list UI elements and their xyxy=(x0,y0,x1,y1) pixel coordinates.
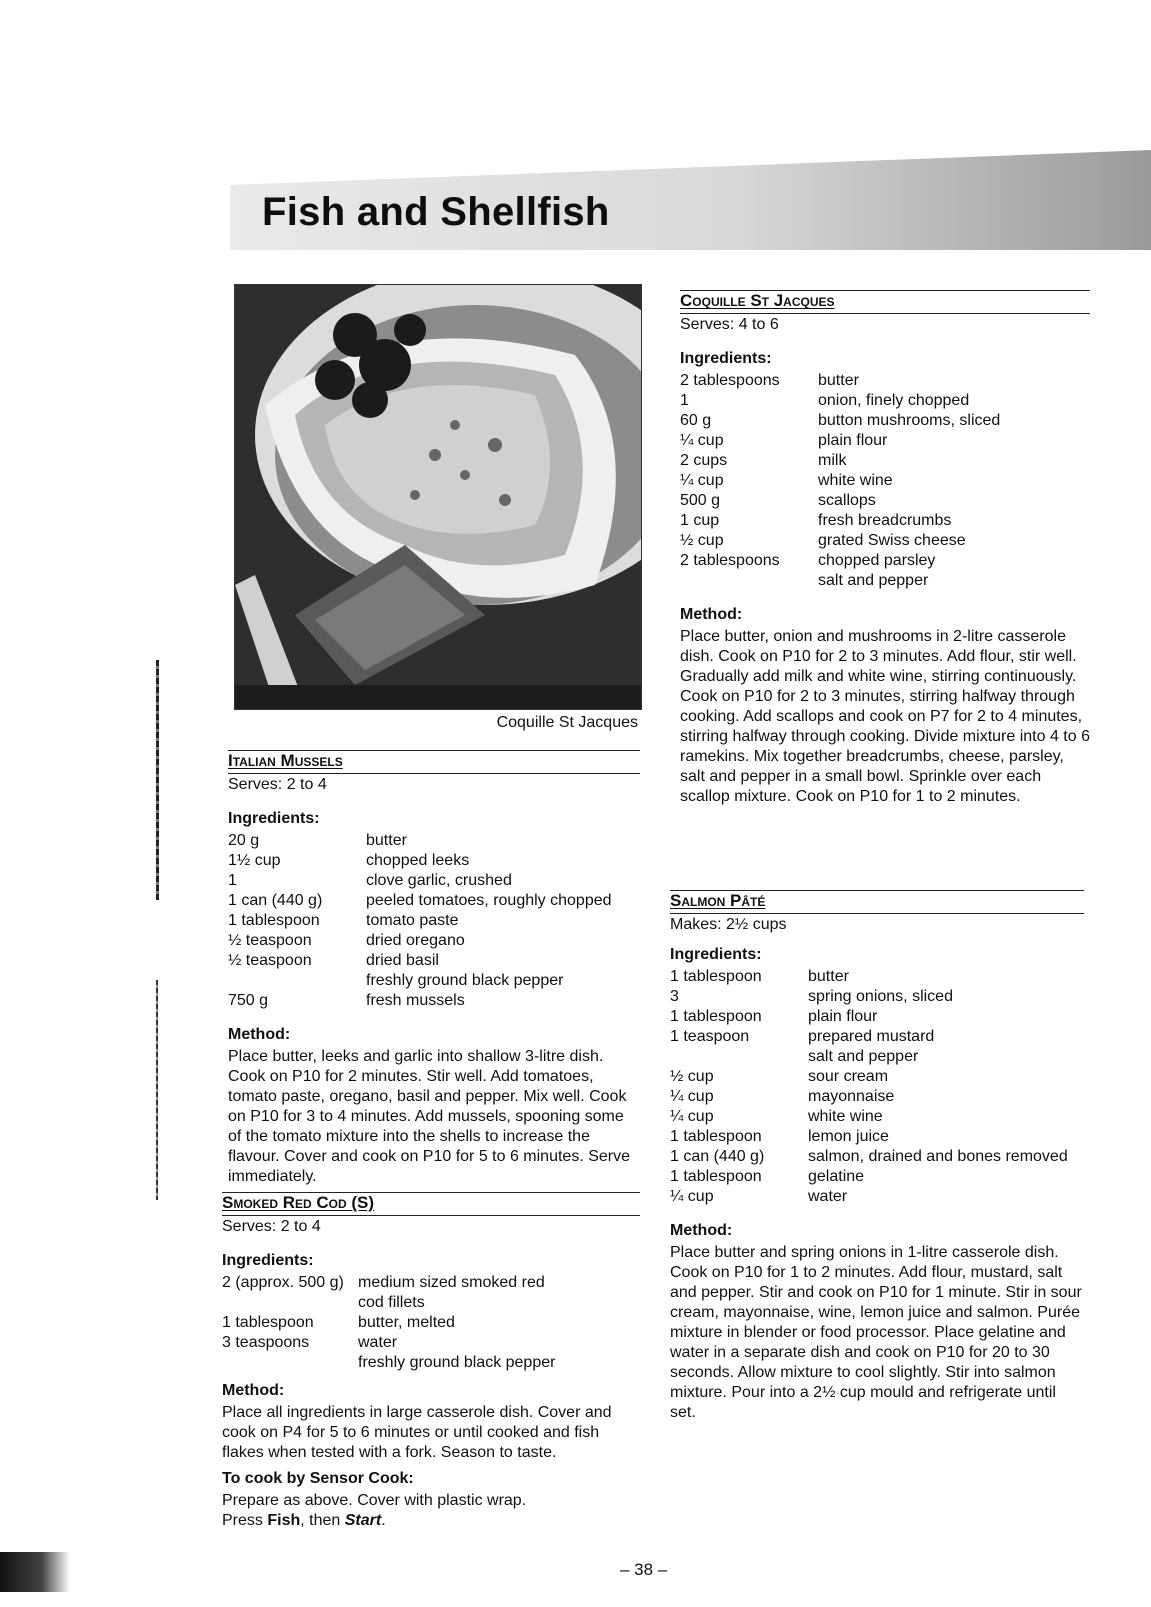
recipe-serves: Makes: 2½ cups xyxy=(670,913,1084,935)
ingredient-item: white wine xyxy=(818,472,893,489)
ingredient-item: peeled tomatoes, roughly chopped xyxy=(366,892,612,909)
ingredient-row xyxy=(228,891,612,911)
scan-artifact xyxy=(156,660,159,900)
page-number: – 38 – xyxy=(620,1560,668,1579)
ingredients-list xyxy=(670,967,1068,1207)
ingredient-item: chopped leeks xyxy=(366,852,470,869)
recipe-serves: Serves: 2 to 4 xyxy=(222,1215,640,1237)
ingredient-item: butter xyxy=(818,372,859,389)
ingredient-row xyxy=(228,951,612,971)
ingredient-item: freshly ground black pepper xyxy=(366,972,564,989)
ingredient-item: lemon juice xyxy=(808,1128,889,1145)
ingredient-row xyxy=(680,371,1000,391)
ingredient-item: water xyxy=(808,1188,848,1205)
ingredient-item: fresh breadcrumbs xyxy=(818,512,952,529)
ingredient-qty: 1 teaspoon xyxy=(670,1028,750,1045)
method-label: Method: xyxy=(680,606,743,623)
ingredient-row xyxy=(670,1087,1068,1107)
ingredient-row xyxy=(680,391,1000,411)
ingredient-item: butter, melted xyxy=(358,1314,455,1331)
ingredient-row xyxy=(670,1147,1068,1167)
ingredient-qty: ½ teaspoon xyxy=(228,952,312,969)
ingredient-row xyxy=(680,531,1000,551)
ingredient-row xyxy=(228,931,612,951)
ingredient-item: butter xyxy=(808,968,849,985)
ingredient-item: spring onions, sliced xyxy=(808,988,953,1005)
ingredient-qty: ½ cup xyxy=(680,532,724,549)
photo-caption: Coquille St Jacques xyxy=(496,714,638,731)
ingredient-item: water xyxy=(358,1334,398,1351)
page-title: Fish and Shellfish xyxy=(262,190,610,234)
ingredient-row xyxy=(670,1067,1068,1087)
ingredient-qty: 3 teaspoons xyxy=(222,1334,310,1351)
ingredient-qty: 1 can (440 g) xyxy=(670,1148,765,1165)
recipe-title: Coquille St Jacques xyxy=(680,290,1090,313)
method-label: Method: xyxy=(670,1222,733,1239)
sensor-text: Prepare as above. Cover with plastic wrap. xyxy=(222,1492,527,1509)
ingredient-row xyxy=(228,871,612,891)
then-text: , then xyxy=(300,1512,341,1529)
scan-artifact xyxy=(0,1552,70,1592)
ingredient-row xyxy=(670,1187,1068,1207)
ingredient-qty: ¼ cup xyxy=(670,1088,714,1105)
ingredient-qty: 1 xyxy=(228,872,237,889)
ingredient-item: white wine xyxy=(808,1108,883,1125)
ingredient-qty: 1 tablespoon xyxy=(670,968,762,985)
ingredient-row xyxy=(670,967,1068,987)
method-text: Place all ingredients in large casserole dish. Cover and cook on P4 for 5 to 6 minutes or until cooked and fish flakes when tested with a fork. Season to taste. xyxy=(222,1404,612,1461)
recipe-serves: Serves: 2 to 4 xyxy=(228,773,640,795)
press-text: Press xyxy=(222,1512,263,1529)
ingredient-row xyxy=(680,411,1000,431)
recipe-cod xyxy=(222,1192,640,1531)
ingredients-label: Ingredients: xyxy=(670,946,762,963)
recipe-coquille xyxy=(680,290,1090,807)
sensor-instruction xyxy=(222,1511,640,1531)
ingredient-row xyxy=(222,1313,558,1333)
ingredient-row xyxy=(670,1127,1068,1147)
start-key: Start xyxy=(344,1512,382,1529)
ingredient-qty xyxy=(680,571,818,591)
ingredient-qty: 1 tablespoon xyxy=(670,1168,762,1185)
ingredient-item: salt and pepper xyxy=(818,572,929,589)
ingredient-qty: ¼ cup xyxy=(670,1108,714,1125)
recipe-mussels xyxy=(228,750,640,1187)
ingredient-item: butter xyxy=(366,832,407,849)
ingredient-row xyxy=(670,1027,1068,1047)
ingredient-qty xyxy=(670,1047,808,1067)
ingredient-row xyxy=(670,1107,1068,1127)
ingredient-item: prepared mustard xyxy=(808,1028,935,1045)
ingredients-list xyxy=(228,831,612,1011)
ingredient-qty: 2 cups xyxy=(680,452,728,469)
ingredient-item: dried oregano xyxy=(366,932,465,949)
ingredient-row xyxy=(680,571,1000,591)
ingredient-row xyxy=(670,1167,1068,1187)
recipe-title: Italian Mussels xyxy=(228,750,640,773)
ingredient-item: medium sized smoked red cod fillets xyxy=(358,1274,545,1311)
ingredient-qty: ¼ cup xyxy=(680,432,724,449)
ingredient-row xyxy=(228,991,612,1011)
ingredient-item: salt and pepper xyxy=(808,1048,919,1065)
ingredient-qty: ½ cup xyxy=(670,1068,714,1085)
ingredient-item: freshly ground black pepper xyxy=(358,1354,556,1371)
ingredient-qty: 1 tablespoon xyxy=(228,912,320,929)
ingredients-list xyxy=(222,1273,558,1373)
ingredient-item: chopped parsley xyxy=(818,552,936,569)
recipe-photo xyxy=(234,284,642,710)
ingredient-item: plain flour xyxy=(808,1008,878,1025)
ingredient-qty xyxy=(228,971,366,991)
recipe-title: Salmon Pâté xyxy=(670,890,1084,913)
scan-artifact xyxy=(156,980,158,1200)
method-text: Place butter, leeks and garlic into shallow 3-litre dish. Cook on P10 for 2 minutes. Stir well. Add tomatoes, tomato paste, oregano, basil and pepper. Mix well. Cook on P10 for 3 to 4 minutes. Add mussels, spooning some of the tomato mixture into the shells to increase the flavour. Cover and cook on P10 for 5 to 6 minutes. Serve immediately. xyxy=(228,1048,630,1185)
ingredient-qty: 20 g xyxy=(228,832,260,849)
ingredient-row xyxy=(228,831,612,851)
recipe-pate xyxy=(670,890,1084,1423)
ingredient-item: button mushrooms, sliced xyxy=(818,412,1001,429)
ingredient-qty: ¼ cup xyxy=(680,472,724,489)
ingredient-item: sour cream xyxy=(808,1068,889,1085)
ingredient-qty: 2 tablespoons xyxy=(680,552,780,569)
ingredient-item: salmon, drained and bones removed xyxy=(808,1148,1068,1165)
ingredient-qty: 3 xyxy=(670,988,679,1005)
ingredient-qty: 1 tablespoon xyxy=(222,1314,314,1331)
ingredient-qty xyxy=(222,1353,358,1373)
ingredient-item: gelatine xyxy=(808,1168,865,1185)
method-text: Place butter and spring onions in 1-litre casserole dish. Cook on P10 for 1 to 2 minutes. Add flour, mustard, salt and pepper. Stir and cook on P10 for 1 minute. Stir in sour cream, mayonnaise, wine, lemon juice and salmon. Purée mixture in blender or food processor. Place gelatine and water in a separate dish and cook on P10 for 20 to 30 seconds. Allow mixture to cool slightly. Stir into salmon mixture. Pour into a 2½ cup mould and refrigerate until set. xyxy=(670,1244,1082,1421)
ingredient-row xyxy=(670,1047,1068,1067)
ingredient-item: milk xyxy=(818,452,847,469)
ingredient-item: plain flour xyxy=(818,432,888,449)
ingredient-item: fresh mussels xyxy=(366,992,465,1009)
method-label: Method: xyxy=(228,1026,291,1043)
fish-key: Fish xyxy=(267,1512,301,1529)
ingredient-row xyxy=(680,471,1000,491)
ingredient-row xyxy=(228,971,612,991)
ingredient-row xyxy=(680,431,1000,451)
recipe-title: Smoked Red Cod (S) xyxy=(222,1192,640,1215)
ingredient-qty: 750 g xyxy=(228,992,269,1009)
ingredient-row xyxy=(228,851,612,871)
ingredient-row xyxy=(680,551,1000,571)
recipe-serves: Serves: 4 to 6 xyxy=(680,313,1090,335)
ingredient-item: onion, finely chopped xyxy=(818,392,970,409)
sensor-label: To cook by Sensor Cook: xyxy=(222,1470,414,1487)
ingredient-row xyxy=(670,987,1068,1007)
ingredients-list xyxy=(680,371,1000,591)
ingredient-qty: ½ teaspoon xyxy=(228,932,312,949)
ingredient-qty: 500 g xyxy=(680,492,721,509)
ingredient-row xyxy=(222,1333,558,1353)
ingredients-label: Ingredients: xyxy=(228,810,320,827)
ingredient-qty: 2 (approx. 500 g) xyxy=(222,1274,344,1291)
ingredient-qty: 60 g xyxy=(680,412,712,429)
ingredient-row xyxy=(222,1273,558,1313)
period-text: . xyxy=(381,1512,386,1529)
ingredient-item: dried basil xyxy=(366,952,439,969)
ingredient-qty: 1 xyxy=(680,392,689,409)
ingredient-item: mayonnaise xyxy=(808,1088,895,1105)
ingredient-row xyxy=(680,451,1000,471)
method-label: Method: xyxy=(222,1382,285,1399)
ingredients-label: Ingredients: xyxy=(680,350,772,367)
ingredient-qty: 1 tablespoon xyxy=(670,1128,762,1145)
ingredient-qty: ¼ cup xyxy=(670,1188,714,1205)
ingredient-row xyxy=(228,911,612,931)
ingredient-qty: 1½ cup xyxy=(228,852,281,869)
ingredient-qty: 2 tablespoons xyxy=(680,372,780,389)
ingredient-item: grated Swiss cheese xyxy=(818,532,966,549)
ingredient-item: scallops xyxy=(818,492,876,509)
ingredient-qty: 1 cup xyxy=(680,512,720,529)
ingredient-item: tomato paste xyxy=(366,912,459,929)
ingredient-row xyxy=(670,1007,1068,1027)
ingredient-row xyxy=(222,1353,558,1373)
method-text: Place butter, onion and mushrooms in 2-litre casserole dish. Cook on P10 for 2 to 3 minutes. Add flour, stir well. Gradually add milk and white wine, stirring continuously. Cook on P10 for 2 to 3 minutes, stirring halfway through cooking. Add scallops and cook on P7 for 2 to 4 minutes, stirring halfway through cooking. Divide mixture into 4 to 6 ramekins. Mix together breadcrumbs, cheese, parsley, salt and pepper in a small bowl. Sprinkle over each scallop mixture. Cook on P10 for 1 to 2 minutes. xyxy=(680,628,1090,805)
ingredient-row xyxy=(680,491,1000,511)
ingredient-qty: 1 tablespoon xyxy=(670,1008,762,1025)
ingredient-item: clove garlic, crushed xyxy=(366,872,512,889)
ingredients-label: Ingredients: xyxy=(222,1252,314,1269)
ingredient-qty: 1 can (440 g) xyxy=(228,892,323,909)
ingredient-row xyxy=(680,511,1000,531)
